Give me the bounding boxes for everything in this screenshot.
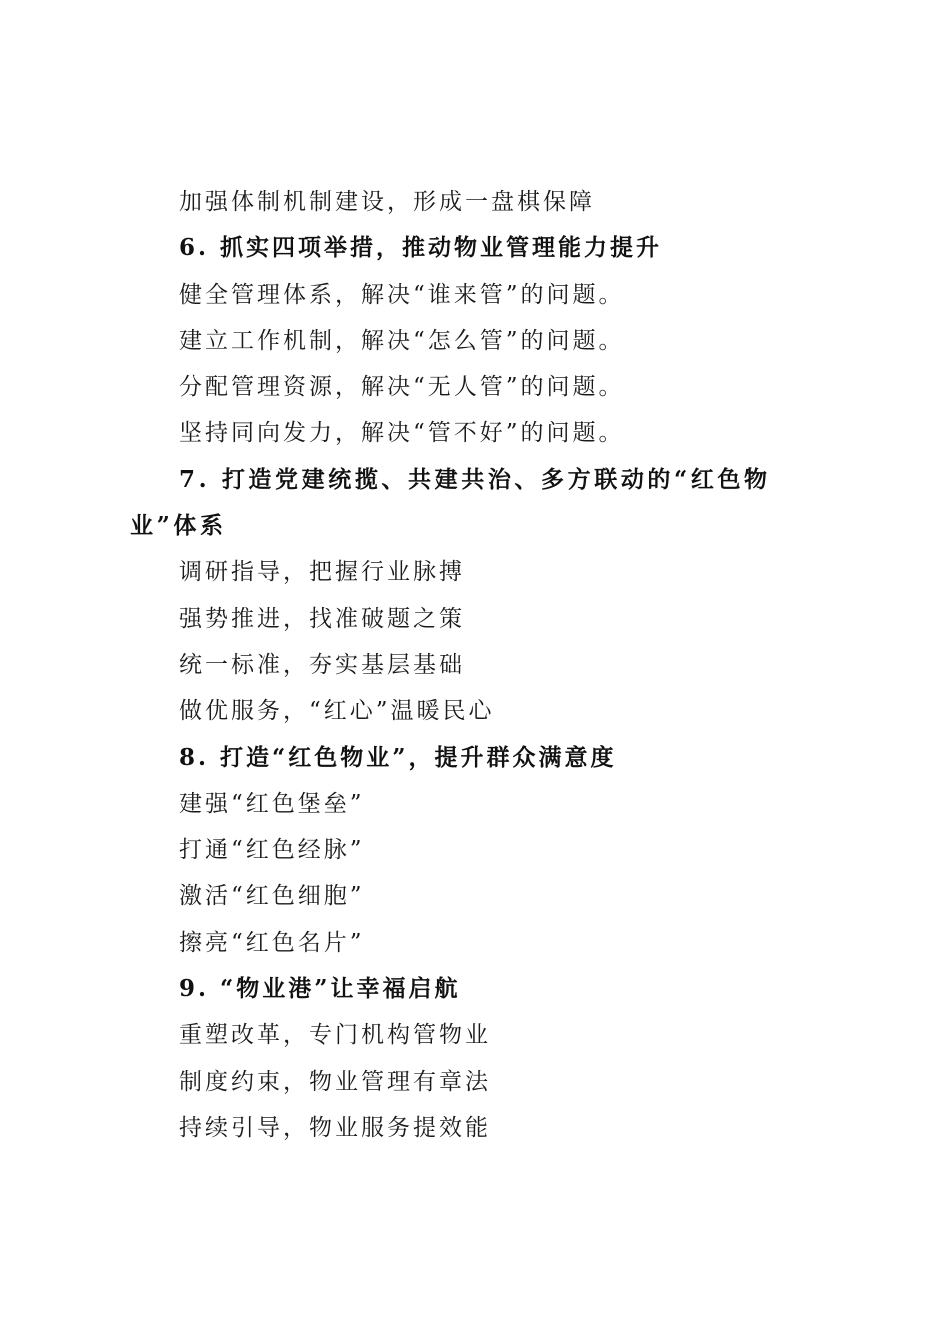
body-line: 制度约束，物业管理有章法 bbox=[179, 1068, 491, 1095]
section-heading-6: 6. 抓实四项举措，推动物业管理能力提升 bbox=[179, 234, 663, 262]
body-line: 建立工作机制，解决“怎么管”的问题。 bbox=[179, 327, 625, 354]
document-body bbox=[130, 179, 840, 1151]
body-line: 做优服务，“红心”温暖民心 bbox=[179, 698, 495, 725]
body-line: 强势推进，找准破题之策 bbox=[179, 605, 465, 632]
section-heading-8: 8. 打造“红色物业”，提升群众满意度 bbox=[179, 743, 617, 771]
section-heading-7: 7. 打造党建统揽、共建共治、多方联动的“红色物业”体系 bbox=[130, 465, 771, 540]
body-line: 重塑改革，专门机构管物业 bbox=[179, 1022, 491, 1049]
body-line: 调研指导，把握行业脉搏 bbox=[179, 559, 465, 586]
body-line: 统一标准，夯实基层基础 bbox=[179, 651, 465, 678]
body-line: 擦亮“红色名片” bbox=[179, 929, 365, 956]
body-line: 打通“红色经脉” bbox=[179, 837, 365, 864]
body-line: 健全管理体系，解决“谁来管”的问题。 bbox=[179, 281, 625, 308]
body-line: 加强体制机制建设，形成一盘棋保障 bbox=[179, 189, 595, 215]
section-heading-9: 9. “物业港”让幸福启航 bbox=[179, 975, 461, 1003]
body-line: 分配管理资源，解决“无人管”的问题。 bbox=[179, 374, 625, 401]
body-line: 激活“红色细胞” bbox=[179, 883, 365, 910]
body-line: 持续引导，物业服务提效能 bbox=[179, 1114, 491, 1141]
body-line: 建强“红色堡垒” bbox=[179, 790, 365, 817]
body-line: 坚持同向发力，解决“管不好”的问题。 bbox=[179, 420, 625, 447]
